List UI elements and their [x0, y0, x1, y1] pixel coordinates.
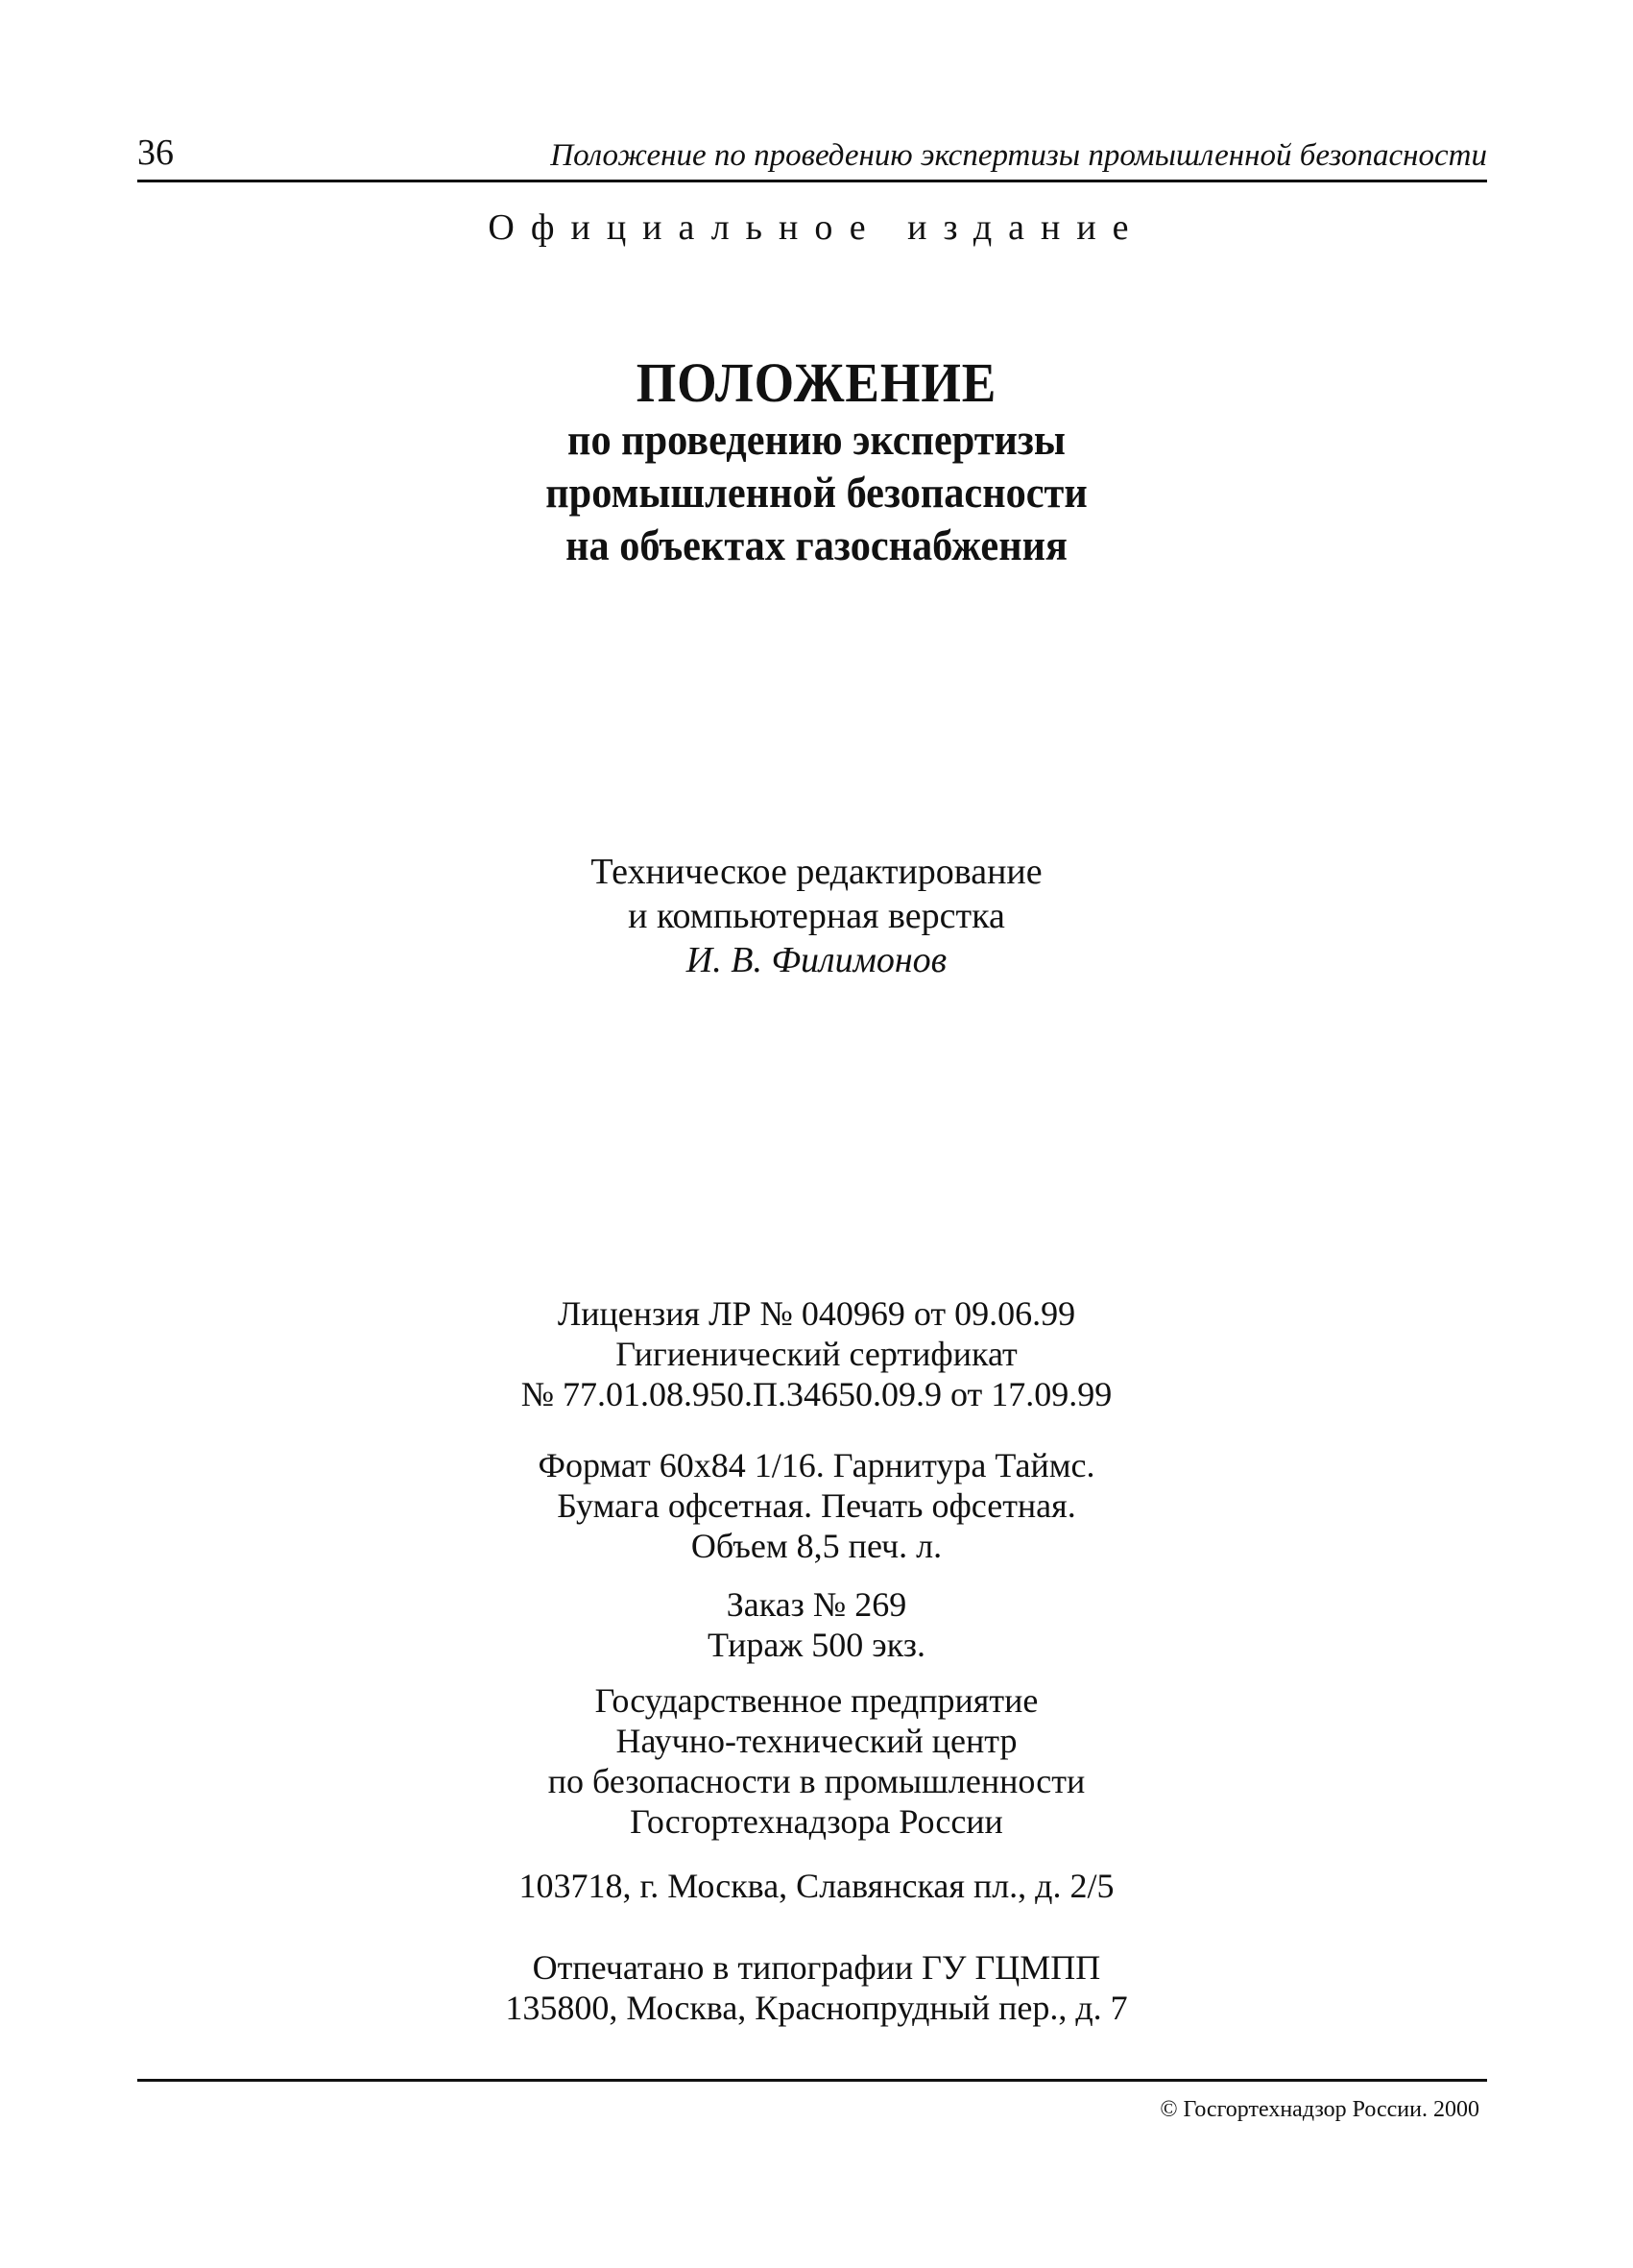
printer-line: Отпечатано в типографии ГУ ГЦМПП: [532, 1948, 1101, 1987]
order-line: Заказ № 269: [726, 1585, 907, 1624]
subtitle-line: на объектах газоснабжения: [565, 520, 1068, 569]
document-title: ПОЛОЖЕНИЕ: [636, 351, 997, 414]
page-number: 36: [137, 133, 174, 173]
license-line: Лицензия ЛР № 040969 от 09.06.99: [557, 1294, 1076, 1333]
license-line: Гигиенический сертификат: [615, 1335, 1018, 1373]
header-rule: [137, 180, 1487, 182]
printer-info: [0, 1947, 1633, 2028]
license-line: № 77.01.08.950.П.34650.09.9 от 17.09.99: [520, 1375, 1113, 1413]
running-header-title: Положение по проведению экспертизы промышленной безопасности: [550, 138, 1487, 173]
format-line: Формат 60х84 1/16. Гарнитура Таймс.: [538, 1446, 1095, 1484]
publisher-line: по безопасности в промышленности: [547, 1762, 1086, 1800]
format-line: Бумага офсетная. Печать офсетная.: [557, 1486, 1076, 1525]
credits-line: и компьютерная верстка: [628, 896, 1005, 936]
editor-name: И. В. Филимонов: [685, 940, 948, 980]
order-info: [0, 1584, 1633, 1665]
order-line: Тираж 500 экз.: [708, 1626, 925, 1664]
format-line: Объем 8,5 печ. л.: [690, 1527, 943, 1565]
format-info: [0, 1445, 1633, 1566]
editorial-credits: [0, 850, 1633, 982]
printer-line: 135800, Москва, Краснопрудный пер., д. 7: [505, 1989, 1128, 2027]
document-subtitle: [65, 413, 1568, 571]
publisher-line: Государственное предприятие: [594, 1681, 1039, 1720]
subtitle-line: промышленной безопасности: [545, 468, 1088, 517]
official-edition-label: Официальное издание: [488, 207, 1145, 248]
credits-line: Техническое редактирование: [590, 852, 1043, 892]
publisher-address: [0, 1866, 1633, 1906]
subtitle-line: по проведению экспертизы: [567, 415, 1066, 464]
footer-rule: [137, 2079, 1487, 2082]
address-line: 103718, г. Москва, Славянская пл., д. 2/5: [518, 1867, 1115, 1905]
license-info: [0, 1293, 1633, 1414]
publisher-line: Госгортехнадзора России: [630, 1802, 1003, 1841]
publisher-info: [0, 1680, 1633, 1842]
copyright-notice: © Госгортехнадзор России. 2000: [1160, 2097, 1479, 2122]
publisher-line: Научно-технический центр: [615, 1722, 1018, 1760]
